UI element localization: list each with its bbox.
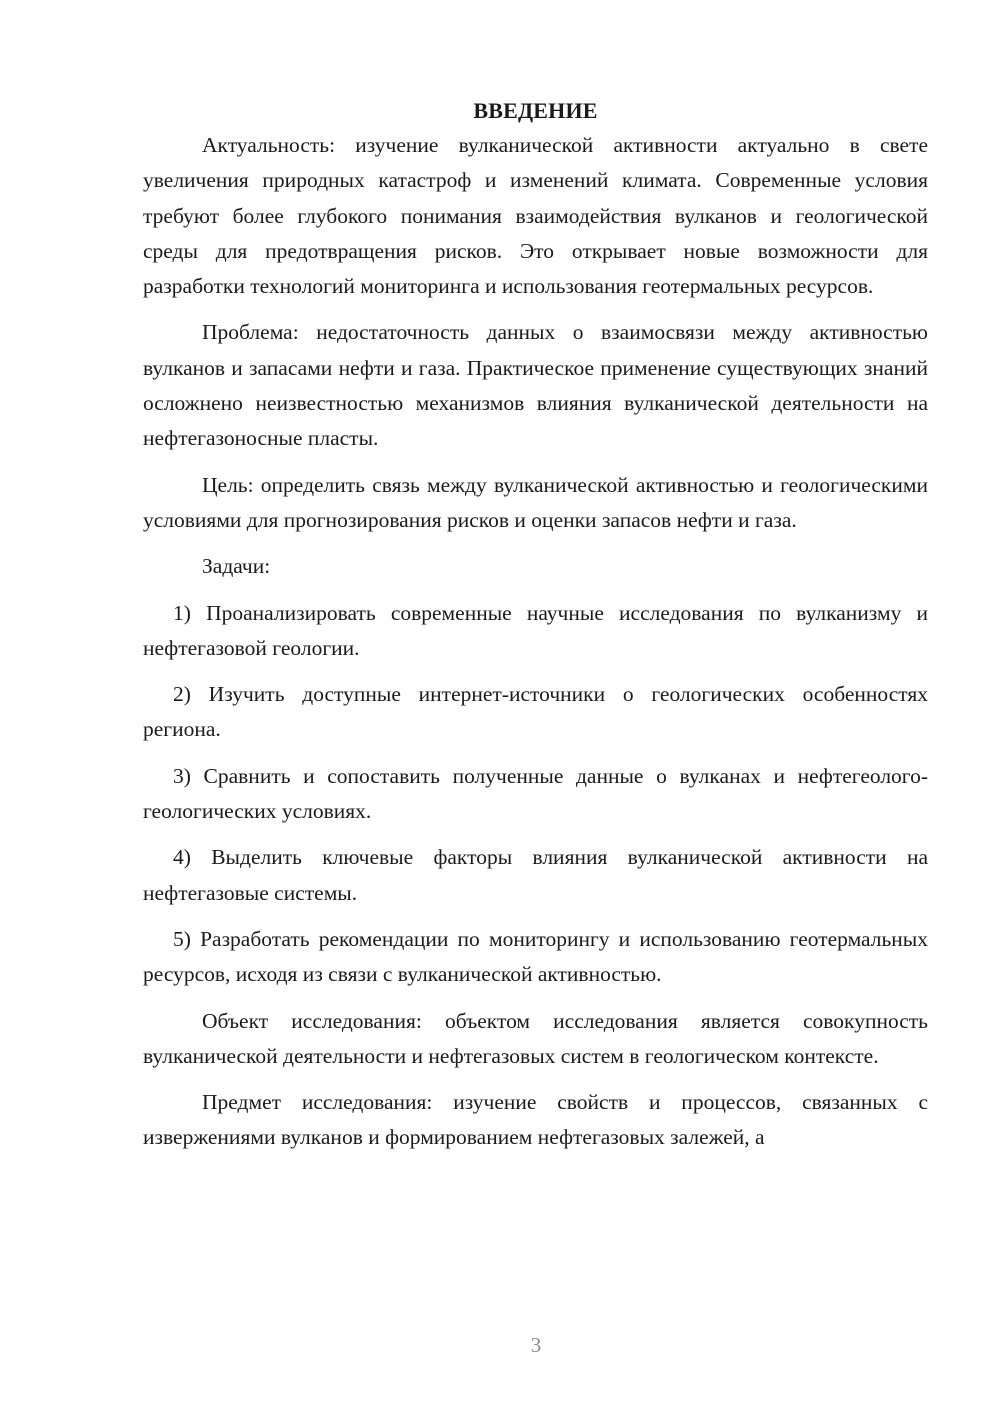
task-item: 1) Проанализировать современные научные исследования по вулканизму и нефтегазовой геологии. (143, 600, 928, 660)
section-title: ВВЕДЕНИЕ (473, 98, 598, 123)
task-item: 4) Выделить ключевые факторы влияния вулканической активности на нефтегазовые системы. (143, 845, 928, 905)
paragraph-subject: Предмет исследования: изучение свойств и процессов, связанных с извержениями вулканов и формированием нефтегазовых залежей, а (143, 1090, 928, 1150)
page-number: 3 (530, 1333, 542, 1357)
paragraph-relevance: Актуальность: изучение вулканической активности актуально в свете увеличения природных катастроф и изменений климата. Современные условия требуют более глубокого понимания взаимодействия вулканов и геологической среды для предотвращения рисков. Это открывает новые возможности для разработки технологий мониторинга и использования геотермальных ресурсов. (143, 133, 928, 299)
page-content (143, 93, 928, 1167)
paragraph-object: Объект исследования: объектом исследования является совокупность вулканической деятельности и нефтегазовых систем в геологическом контексте. (143, 1008, 928, 1068)
task-item: 5) Разработать рекомендации по мониторингу и использованию геотермальных ресурсов, исходя из связи с вулканической активностью. (143, 926, 928, 987)
paragraph-problem: Проблема: недостаточность данных о взаимосвязи между активностью вулканов и запасами нефти и газа. Практическое применение существующих знаний осложнено неизвестностью механизмов влияния вулканической деятельности на нефтегазоносные пласты. (143, 320, 928, 451)
task-item: 2) Изучить доступные интернет-источники о геологических особенностях региона. (143, 682, 928, 742)
paragraph-tasks-heading: Задачи: (202, 554, 271, 579)
paragraph-goal: Цель: определить связь между вулканической активностью и геологическими условиями для прогнозирования рисков и оценки запасов нефти и газа. (143, 472, 928, 532)
task-item: 3) Сравнить и сопоставить полученные данные о вулканах и нефтегеолого-геологических условиях. (143, 763, 928, 824)
